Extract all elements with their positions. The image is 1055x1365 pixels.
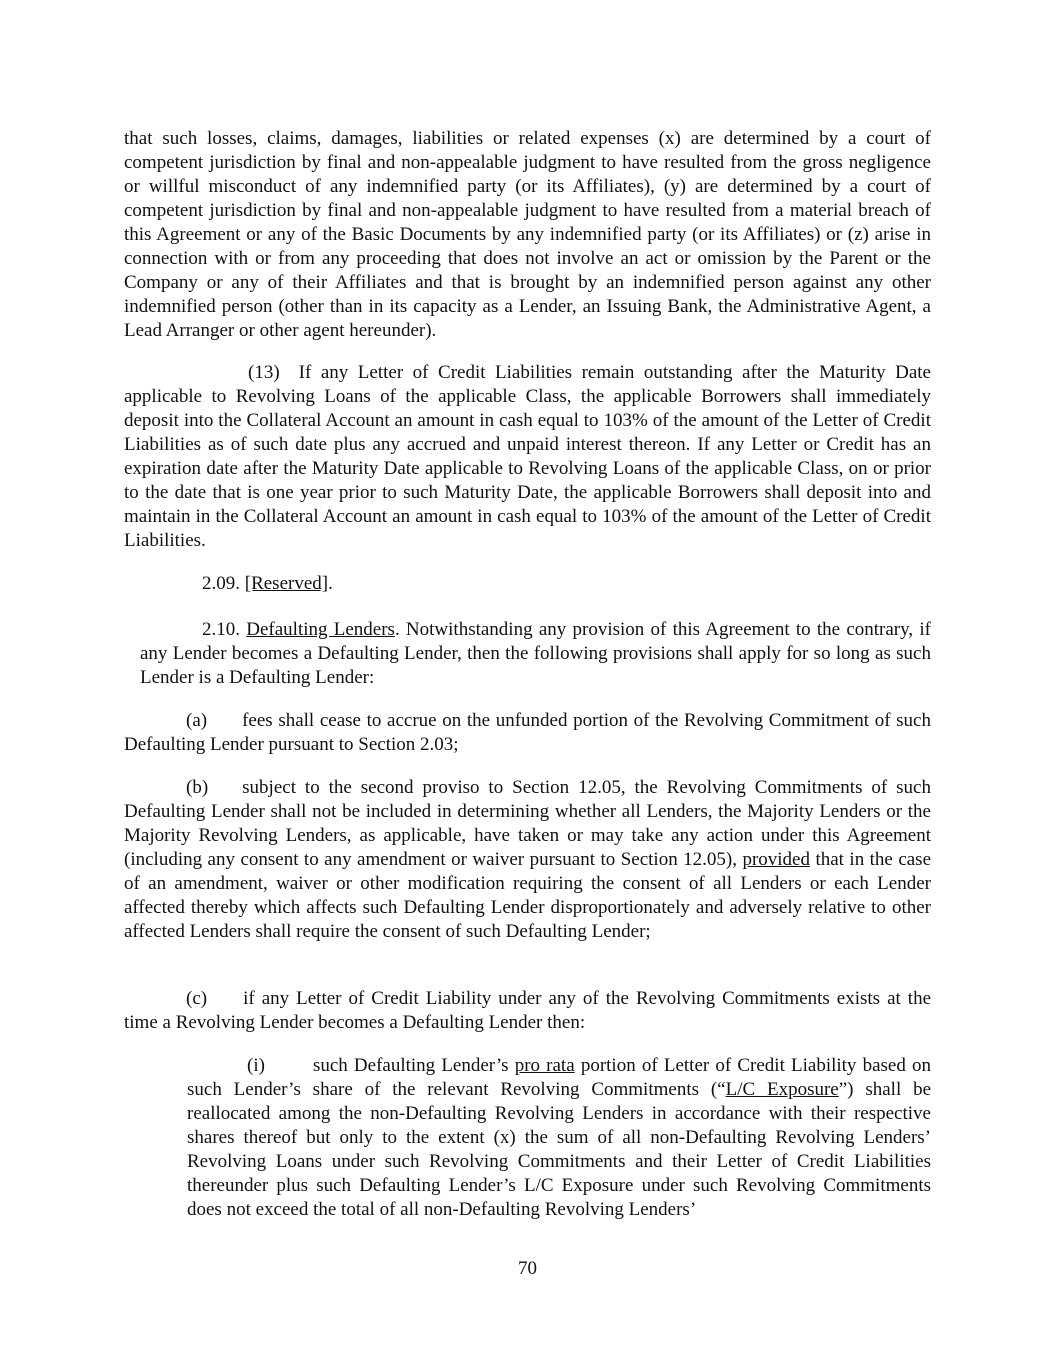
- item-a: [124, 709, 931, 757]
- item-a-text: fees shall cease to accrue on the unfunded portion of the Revolving Commitment of such Defaulting Lender pursuant to Section 2.03;: [124, 710, 931, 755]
- paragraph-13-text: If any Letter of Credit Liabilities remain outstanding after the Maturity Date applicable to Revolving Loans of the applicable Class, the applicable Borrowers shall immediately deposit into the Collateral Account an amount in cash equal to 103% of the amount of the Letter of Credit Liabilities as of such date plus any accrued and unpaid interest thereon. If any Letter or Credit has an expiration date after the Maturity Date applicable to Revolving Loans of the applicable Class, on or prior to the date that is one year prior to such Maturity Date, the applicable Borrowers shall deposit into and maintain in the Collateral Account an amount in cash equal to 103% of the amount of the Letter of Credit Liabilities.: [124, 362, 931, 551]
- paragraph-13: [124, 361, 931, 553]
- paragraph-continuation: that such losses, claims, damages, liabilities or related expenses (x) are determined by a court of competent jurisdiction by final and non-appealable judgment to have resulted from the gross negligence or willful misconduct of any indemnified party (or its Affiliates), (y) are determined by a court of competent jurisdiction by final and non-appealable judgment to have resulted from a material breach of this Agreement or any of the Basic Documents by any indemnified party (or its Affiliates) or (z) arise in connection with or from any proceeding that does not involve an act or omission by the Parent or the Company or any of their Affiliates and that is brought by an indemnified person against any other indemnified person (other than in its capacity as a Lender, an Issuing Bank, the Administrative Agent, a Lead Arranger or other agent hereunder).: [124, 128, 931, 341]
- section-2-10-title: Defaulting Lenders: [246, 619, 395, 640]
- item-c-text: if any Letter of Credit Liability under any of the Revolving Commitments exists at the time a Revolving Lender becomes a Defaulting Lender then:: [124, 988, 931, 1033]
- item-c-i: [187, 1054, 931, 1222]
- item-b-text-before: subject to the second proviso to Section 12.05, the Revolving Commitments of such Defaulting Lender shall not be included in determining whether all Lenders, the Majority Lenders or the Majority Revolving Lenders, as applicable, have taken or may take any action under this Agreement (including any consent to any amendment or waiver pursuant to Section 12.05),: [124, 777, 931, 870]
- item-b-provided: provided: [742, 849, 810, 870]
- item-c-i-text-3: ”) shall be reallocated among the non-Defaulting Revolving Lenders in accordance with their respective shares thereof but only to the extent (x) the sum of all non-Defaulting Revolving Lenders’ Revolving Loans under such Revolving Commitments and their Letter of Credit Liabilities thereunder plus such Defaulting Lender’s L/C Exposure under such Revolving Commitments does not exceed the total of all non-Defaulting Revolving Lenders’: [187, 1079, 931, 1220]
- item-a-marker: (a): [186, 710, 208, 731]
- section-2-09-number: 2.09.: [202, 573, 240, 594]
- section-2-09-end: .: [328, 573, 333, 594]
- item-c: [124, 987, 931, 1035]
- item-b: [124, 776, 931, 944]
- item-c-i-pro-rata: pro rata: [514, 1055, 575, 1076]
- section-2-10-number: 2.10.: [202, 619, 240, 640]
- section-2-09: [202, 572, 931, 596]
- paragraph-13-marker: (13): [248, 362, 280, 383]
- item-b-text-after: that in the case of an amendment, waiver or other modification requiring the consent of all Lenders or each Lender affected thereby which affects such Defaulting Lender disproportionately and adversely relative to other affected Lenders shall require the consent of such Defaulting Lender;: [124, 849, 932, 942]
- section-2-10: [140, 618, 931, 690]
- item-c-i-lc-exposure: L/C Exposure: [725, 1079, 839, 1100]
- item-c-i-marker: (i): [247, 1055, 265, 1076]
- item-c-marker: (c): [186, 988, 208, 1009]
- item-b-marker: (b): [186, 777, 209, 798]
- page-number: 70: [518, 1258, 537, 1279]
- section-2-10-text: . Notwithstanding any provision of this Agreement to the contrary, if any Lender becomes a Defaulting Lender, then the following provisions shall apply for so long as such Lender is a Defaulting Lender:: [140, 619, 931, 688]
- section-2-09-title: [Reserved]: [244, 573, 329, 594]
- item-c-i-text-2: portion of Letter of Credit Liability based on such Lender’s share of the relevant Revolving Commitments (“: [187, 1055, 932, 1100]
- item-c-i-text-1: such Defaulting Lender’s: [312, 1055, 509, 1076]
